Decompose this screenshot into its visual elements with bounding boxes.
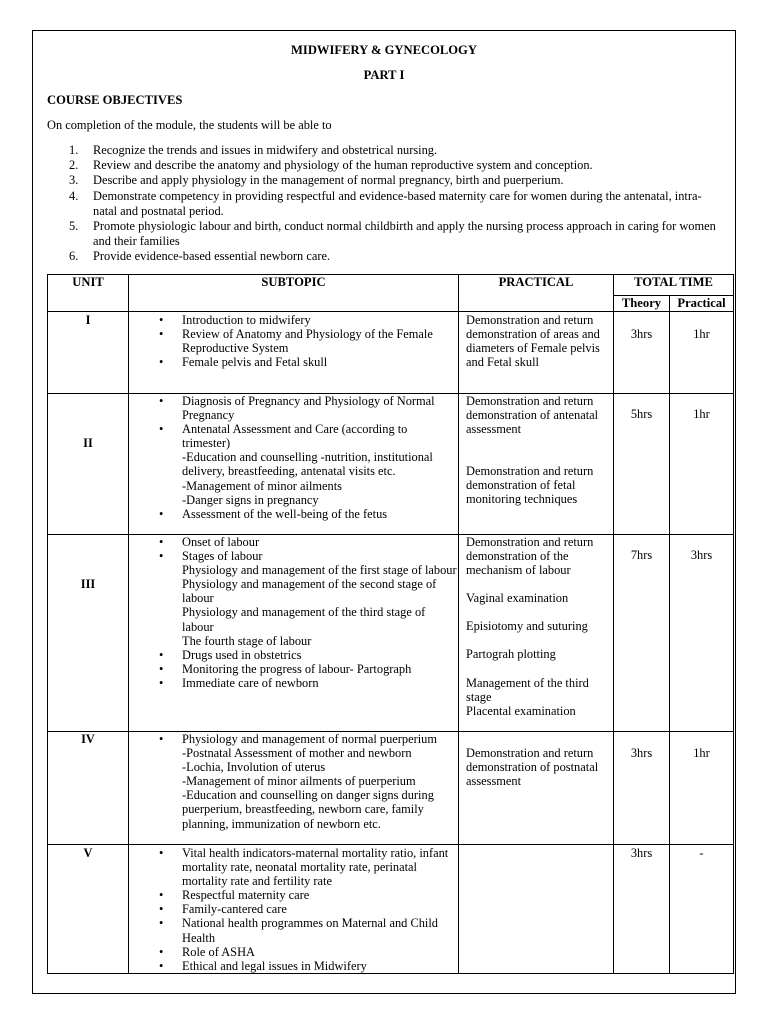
practical-cell	[459, 394, 614, 535]
practical-item: Demonstration and return demonstration of the mechanism of labour	[466, 535, 594, 578]
unit-number: IV	[48, 732, 129, 845]
document-title: MIDWIFERY & GYNECOLOGY	[291, 43, 477, 57]
practical-hours: 1hr	[670, 312, 734, 394]
subtopic-subitem: The fourth stage of labour	[182, 633, 312, 648]
objective-number: 2.	[69, 158, 79, 173]
subtopic-subitem: -Danger signs in pregnancy	[182, 492, 319, 507]
theory-hours: 3hrs	[614, 312, 670, 394]
practical-item: Demonstration and return demonstration of fetal monitoring techniques	[466, 464, 594, 507]
subtopic-subitem: -Management of minor ailments	[182, 478, 343, 493]
theory-header: Theory	[614, 296, 670, 312]
subtopic-item: • Assessment of the well-being of the fetus	[129, 507, 458, 521]
table-row	[48, 394, 734, 535]
objective-text: Provide evidence-based essential newborn care.	[93, 249, 331, 264]
practical-item: Management of the third stage	[466, 675, 589, 704]
subtopic-subitem: -Management of minor ailments of puerperium	[182, 774, 416, 789]
practical-item: Partograh plotting	[466, 647, 556, 662]
table-row	[48, 732, 734, 845]
subtopic-item: • Diagnosis of Pregnancy and Physiology of Normal Pregnancy	[129, 394, 458, 422]
unit-number: I	[48, 312, 129, 394]
practical-item: Demonstration and return demonstration of areas and diameters of Female pelvis and Fetal skull	[466, 313, 600, 370]
practical-item: Vaginal examination	[466, 591, 569, 606]
subtopic-subitem: Physiology and management of the second stage of labour	[182, 577, 437, 606]
objective-number: 4.	[69, 188, 79, 203]
subtopic-item: • National health programmes on Maternal and Child Health	[129, 916, 458, 944]
subtopic-cell	[129, 535, 459, 732]
subtopic-subitem: Physiology and management of the third stage of labour	[182, 605, 426, 634]
objective-item	[47, 249, 717, 264]
objective-number: 1.	[69, 143, 79, 157]
subtopic-subitem: -Education and counselling on danger signs during puerperium, breastfeeding, newborn care, family planning, immunization of newborn etc.	[182, 788, 434, 831]
table-row	[48, 312, 734, 394]
subtopic-header: SUBTOPIC	[129, 275, 459, 312]
unit-header: UNIT	[48, 275, 129, 312]
theory-hours: 5hrs	[614, 394, 670, 535]
subtopic-item: • Monitoring the progress of labour- Partograph	[129, 662, 458, 676]
practical-item: Episiotomy and suturing	[466, 619, 588, 634]
objective-item	[47, 189, 717, 219]
subtopic-item: • Female pelvis and Fetal skull	[129, 355, 458, 369]
subtopic-item: • Review of Anatomy and Physiology of the Female Reproductive System	[129, 327, 458, 355]
objective-number: 3.	[69, 173, 79, 188]
practical-cell	[459, 845, 614, 974]
practical-header: PRACTICAL	[459, 275, 614, 312]
theory-hours: 3hrs	[614, 732, 670, 845]
theory-hours: 7hrs	[614, 535, 670, 732]
objective-text: Describe and apply physiology in the management of normal pregnancy, birth and puerperium.	[93, 173, 564, 188]
practical-cell	[459, 535, 614, 732]
subtopic-item: • Role of ASHA	[129, 945, 458, 959]
practical-hours: -	[670, 845, 734, 974]
total-time-header: TOTAL TIME	[614, 275, 734, 296]
objective-item	[47, 173, 717, 188]
practical-cell	[459, 732, 614, 845]
objective-text: Promote physiologic labour and birth, conduct normal childbirth and apply the nursing process approach in caring for women and their families	[93, 219, 716, 249]
objective-item	[47, 158, 717, 173]
subtopic-subitem: -Lochia, Involution of uterus	[182, 760, 326, 775]
objective-number: 6.	[69, 249, 79, 264]
subtopic-item: • Vital health indicators-maternal mortality ratio, infant mortality rate, neonatal mortality rate, perinatal mortality rate and fertility rate	[129, 846, 458, 888]
table-row	[48, 845, 734, 974]
objective-text: Review and describe the anatomy and physiology of the human reproductive system and conception.	[93, 158, 593, 173]
table-row	[48, 535, 734, 732]
practical-hours: 1hr	[670, 394, 734, 535]
subtopic-item: • Physiology and management of normal puerperium	[129, 732, 458, 746]
unit-number: V	[48, 845, 129, 974]
subtopic-item: • Antenatal Assessment and Care (according to trimester)	[129, 422, 458, 450]
subtopic-item: • Drugs used in obstetrics	[129, 648, 458, 662]
objective-text: Demonstrate competency in providing respectful and evidence-based maternity care for women during the antenatal, intra-natal and postnatal period.	[93, 188, 702, 218]
objective-text: Recognize the trends and issues in midwifery and obstetrical nursing.	[93, 143, 438, 157]
subtopic-item: • Onset of labour	[129, 535, 458, 549]
subtopic-item: • Respectful maternity care	[129, 888, 458, 902]
subtopic-subitem: Physiology and management of the first stage of labour	[182, 563, 457, 578]
objectives-intro: On completion of the module, the students will be able to	[47, 118, 332, 132]
objectives-heading: COURSE OBJECTIVES	[47, 93, 183, 107]
practical-cell	[459, 312, 614, 394]
subtopic-cell	[129, 732, 459, 845]
part-heading: PART I	[363, 68, 405, 82]
objective-item	[47, 143, 717, 158]
practical-hours: 3hrs	[670, 535, 734, 732]
practical-hours: 1hr	[670, 732, 734, 845]
theory-hours: 3hrs	[614, 845, 670, 974]
subtopic-cell	[129, 394, 459, 535]
subtopic-subitem: -Postnatal Assessment of mother and newborn	[182, 746, 412, 761]
subtopic-item: • Ethical and legal issues in Midwifery	[129, 959, 458, 973]
objective-number: 5.	[69, 219, 79, 234]
subtopic-subitem: -Education and counselling -nutrition, institutional delivery, breastfeeding, antenatal visits etc.	[182, 450, 433, 479]
subtopic-cell	[129, 312, 459, 394]
unit-number: II	[48, 394, 129, 535]
subtopic-item: • Stages of labour	[129, 549, 458, 563]
subtopic-item: • Immediate care of newborn	[129, 676, 458, 690]
subtopic-item: • Family-cantered care	[129, 902, 458, 916]
unit-number: III	[48, 535, 129, 732]
objectives-list	[47, 143, 717, 265]
course-table	[47, 274, 734, 974]
practical-item: Placental examination	[466, 703, 576, 718]
subtopic-item: • Introduction to midwifery	[129, 313, 458, 327]
practical-item: Demonstration and return demonstration of postnatal assessment	[466, 746, 599, 789]
practical-item: Demonstration and return demonstration of antenatal assessment	[466, 394, 599, 437]
objective-item	[47, 219, 717, 249]
practical-time-header: Practical	[670, 296, 734, 312]
subtopic-cell	[129, 845, 459, 974]
